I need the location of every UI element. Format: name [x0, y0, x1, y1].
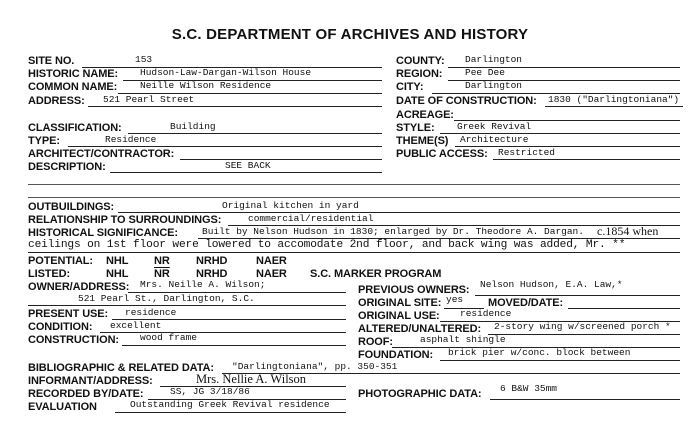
historic-name-value: Hudson-Law-Dargan-Wilson House: [140, 67, 312, 78]
potential-nrhd: NRHD: [196, 255, 228, 267]
site-no-label: SITE NO.: [28, 55, 75, 67]
listed-naer: NAER: [256, 268, 287, 280]
recorded-by-value: SS, JG 3/18/86: [170, 386, 250, 397]
acreage-label: ACREAGE:: [396, 109, 454, 121]
county-value: Darlington: [465, 54, 523, 65]
marker-program: S.C. MARKER PROGRAM: [310, 268, 442, 280]
roof-label: ROOF:: [358, 336, 393, 348]
date-of-construction-value: 1830 ("Darlingtoniana"): [548, 94, 680, 105]
previous-owners-value: Nelson Hudson, E.A. Law,*: [480, 279, 623, 290]
evaluation-label: EVALUATION: [28, 401, 97, 413]
bibliographic-label: BIBLIOGRAPHIC & RELATED DATA:: [28, 362, 214, 374]
listed-nhl: NHL: [106, 268, 129, 280]
owner-value-2: 521 Pearl St., Darlington, S.C.: [78, 293, 255, 304]
address-value: 521 Pearl Street: [103, 94, 195, 105]
type-value: Residence: [105, 134, 157, 145]
condition-value: excellent: [110, 320, 162, 331]
outbuildings-value: Original kitchen in yard: [222, 200, 359, 211]
themes-value: Architecture: [460, 134, 529, 145]
listed-nr: $\overline{NR}$: [154, 268, 170, 280]
informant-value: Mrs. Nellie A. Wilson: [196, 372, 307, 386]
original-site-label: ORIGINAL SITE:: [358, 297, 442, 309]
potential-label: POTENTIAL:: [28, 255, 93, 267]
classification-label: CLASSIFICATION:: [28, 122, 122, 134]
relationship-value: commercial/residential: [248, 213, 374, 224]
description-label: DESCRIPTION:: [28, 161, 106, 173]
original-use-label: ORIGINAL USE:: [358, 310, 440, 322]
significance-value-1: Built by Nelson Hudson in 1830; enlarged by Dr. Theodore A. Dargan.: [202, 226, 584, 237]
style-value: Greek Revival: [457, 121, 532, 132]
form-title: S.C. DEPARTMENT OF ARCHIVES AND HISTORY: [171, 26, 529, 43]
owner-value-1: Mrs. Neille A. Wilson;: [140, 279, 266, 290]
foundation-label: FOUNDATION:: [358, 349, 434, 361]
site-no-value: 153: [135, 54, 153, 65]
photographic-label: PHOTOGRAPHIC DATA:: [358, 388, 482, 400]
original-site-value: yes: [446, 294, 464, 305]
historic-name-label: HISTORIC NAME:: [28, 68, 119, 80]
altered-label: ALTERED/UNALTERED:: [358, 323, 482, 335]
altered-value: 2-story wing w/screened porch *: [494, 321, 671, 332]
city-label: CITY:: [396, 81, 424, 93]
moved-date-label: MOVED/DATE:: [488, 297, 564, 309]
date-of-construction-label: DATE OF CONSTRUCTION:: [396, 95, 537, 107]
significance-label: HISTORICAL SIGNIFICANCE:: [28, 227, 178, 239]
significance-handwritten: c.1854 when: [597, 224, 659, 238]
public-access-value: Restricted: [498, 147, 556, 158]
condition-label: CONDITION:: [28, 321, 93, 333]
informant-label: INFORMANT/ADDRESS:: [28, 375, 153, 387]
roof-value: asphalt shingle: [420, 334, 506, 345]
classification-value: Building: [170, 121, 216, 132]
present-use-label: PRESENT USE:: [28, 308, 109, 320]
construction-value: wood frame: [140, 332, 198, 343]
significance-value-2: ceilings on 1st floor were lowered to accomodate 2nd floor, and back wing was added, Mr. **: [28, 239, 626, 251]
potential-nr: NR: [154, 255, 170, 267]
listed-label: LISTED:: [28, 268, 71, 280]
potential-naer: NAER: [256, 255, 287, 267]
region-label: REGION:: [396, 68, 443, 80]
region-value: Pee Dee: [465, 67, 505, 78]
listed-nrhd: NRHD: [196, 268, 228, 280]
evaluation-value: Outstanding Greek Revival residence: [130, 399, 330, 410]
type-label: TYPE:: [28, 135, 60, 147]
bibliographic-value: "Darlingtoniana", pp. 350-351: [232, 361, 398, 372]
recorded-by-label: RECORDED BY/DATE:: [28, 388, 144, 400]
potential-nhl: NHL: [106, 255, 129, 267]
construction-label: CONSTRUCTION:: [28, 334, 119, 346]
common-name-value: Neille Wilson Residence: [140, 80, 272, 91]
architect-label: ARCHITECT/CONTRACTOR:: [28, 148, 175, 160]
outbuildings-label: OUTBUILDINGS:: [28, 201, 115, 213]
common-name-label: COMMON NAME:: [28, 81, 118, 93]
relationship-label: RELATIONSHIP TO SURROUNDINGS:: [28, 214, 222, 226]
city-value: Darlington: [465, 80, 523, 91]
photographic-value: 6 B&W 35mm: [500, 383, 558, 394]
previous-owners-label: PREVIOUS OWNERS:: [358, 284, 470, 296]
public-access-label: PUBLIC ACCESS:: [396, 148, 488, 160]
county-label: COUNTY:: [396, 55, 445, 67]
description-value: SEE BACK: [225, 160, 271, 171]
present-use-value: residence: [125, 307, 177, 318]
owner-label: OWNER/ADDRESS:: [28, 281, 130, 293]
style-label: STYLE:: [396, 122, 435, 134]
original-use-value: residence: [460, 308, 512, 319]
foundation-value: brick pier w/conc. block between: [448, 347, 631, 358]
address-label: ADDRESS:: [28, 95, 85, 107]
themes-label: THEME(S): [396, 135, 449, 147]
